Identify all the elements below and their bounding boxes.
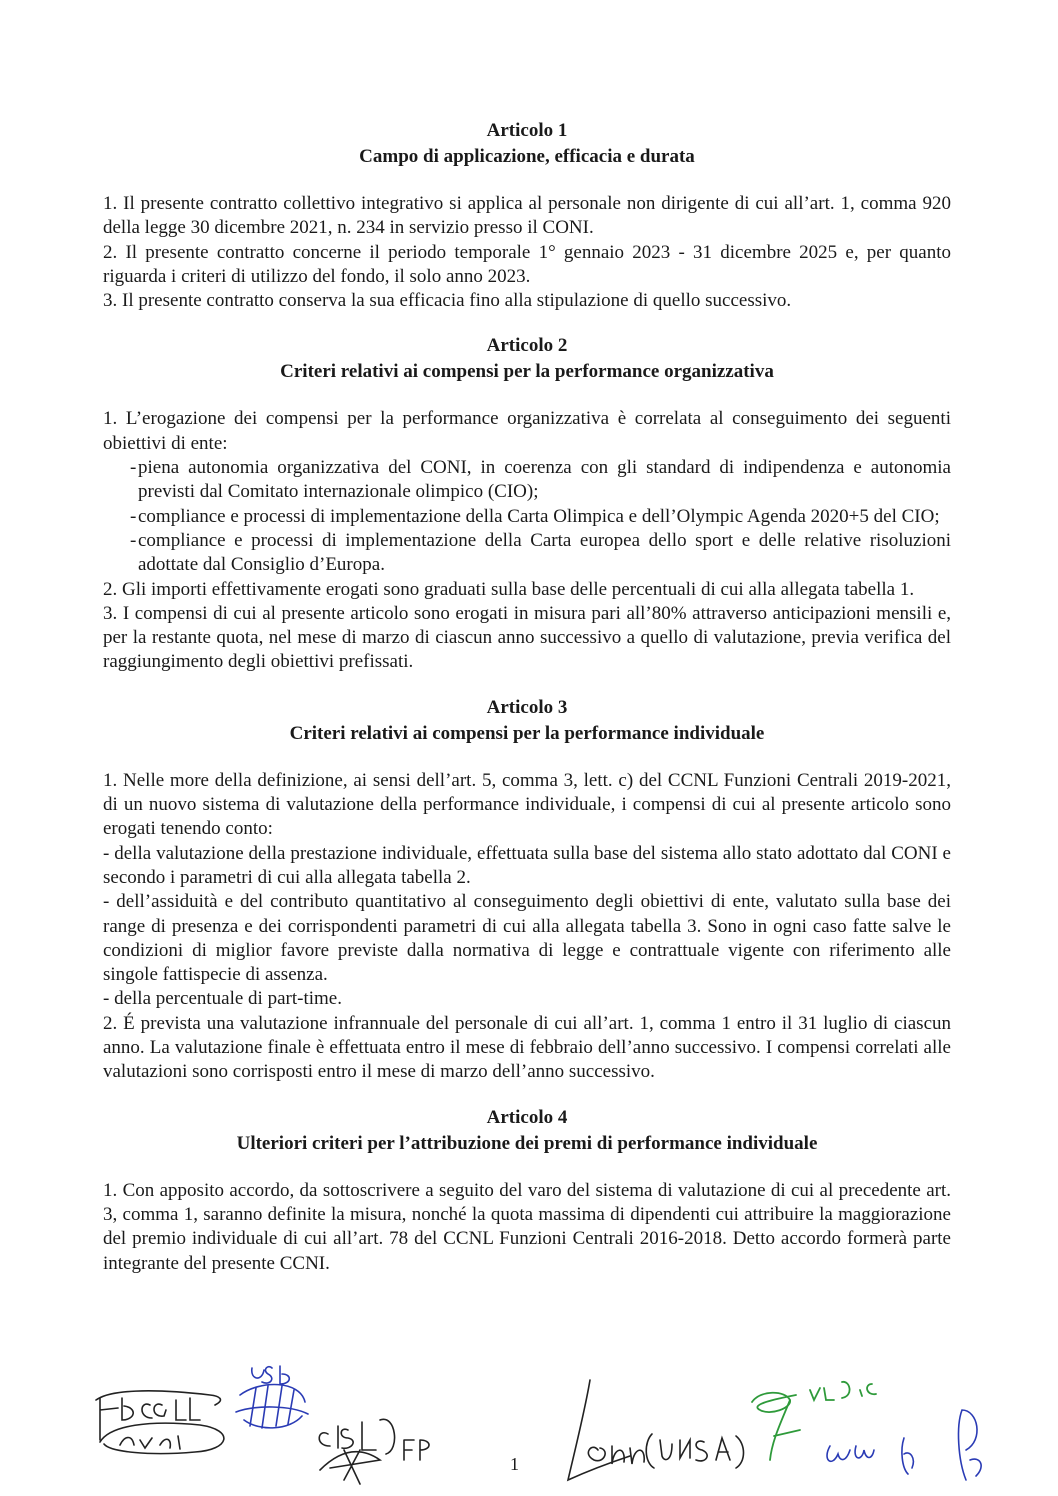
article-3-bullet-3: - della percentuale di part-time.	[103, 988, 342, 1010]
article-3-paragraph-1: 1. Nelle more della definizione, ai sensi dell’art. 5, comma 3, lett. c) del CCNL Funzioni Centrali 2019-2021, di un nuovo sistema di valutazione della performance individuale, i compensi di cui al presente articolo sono erogati tenendo conto:	[103, 769, 951, 840]
list-item: - compliance e processi di implementazione della Carta Olimpica e dell’Olympic Agenda 2020+5 del CIO;	[103, 505, 951, 529]
article-3	[103, 695, 951, 1085]
article-4-paragraph-1: 1. Con apposito accordo, da sottoscrivere a seguito del varo del sistema di valutazione di cui al precedente art. 3, comma 1, saranno definite la misura, nonché la quota massima di dipendenti cui attribuire la maggiorazione del premio individuale di cui all’art. 78 del CCNL Funzioni Centrali 2016-2018. Detto accordo formerà parte integrante del presente CCNI.	[103, 1179, 951, 1274]
article-1-title: Articolo 1	[486, 120, 568, 141]
article-3-title: Articolo 3	[486, 696, 568, 718]
article-3-bullet-1: - della valutazione della prestazione individuale, effettuata sulla base del sistema allo stato adottato dal CONI e secondo i parametri di cui alla allegata tabella 2.	[103, 842, 951, 888]
signature-uil	[752, 1382, 876, 1460]
list-item: - piena autonomia organizzativa del CONI, in coerenza con gli standard di indipendenza e autonomia previsti dal Comitato internazionale olimpico (CIO);	[103, 456, 951, 505]
article-1-paragraph-2: 2. Il presente contratto concerne il periodo temporale 1° gennaio 2023 - 31 dicembre 2025 e, per quanto riguarda i criteri di utilizzo del fondo, il solo anno 2023.	[103, 241, 951, 287]
article-4-subtitle: Ulteriori criteri per l’attribuzione dei premi di performance individuale	[236, 1132, 818, 1154]
article-2	[103, 333, 951, 674]
signature-fp-cgil	[96, 1391, 224, 1454]
article-3-bullet-2: - dell’assiduità e del contributo quantitativo al conseguimento degli obiettivi di ente, valutato sulla base dei range di presenza e dei corrispondenti parametri di cui alla allegata tabella 3. Sono in ogni caso fatte salve le condizioni di miglior favore previste dalla normativa di legge e contrattuale vigente con riferimento alle singole fattispecie di assenza.	[103, 891, 951, 986]
signature-usb	[236, 1366, 308, 1428]
article-1-paragraph-3: 3. Il presente contratto conserva la sua efficacia fino alla stipulazione di quello successivo.	[103, 290, 792, 312]
article-1-subtitle: Campo di applicazione, efficacia e durata	[359, 146, 695, 167]
article-1	[103, 118, 951, 313]
article-2-paragraph-3: 3. I compensi di cui al presente articolo sono erogati in misura pari all’80% attraverso anticipazioni mensili e, per la restante quota, nel mese di marzo di ciascun anno successivo a quello di valutazione, previa verifica del raggiungimento degli obiettivi prefissati.	[103, 602, 951, 673]
signature-unsa	[568, 1380, 744, 1480]
signatures-area	[0, 1350, 1058, 1496]
article-3-paragraph-2: 2. É prevista una valutazione infrannuale del personale di cui all’art. 1, comma 1 entro il 31 luglio di ciascun anno. La valutazione finale è effettuata entro il mese di febbraio dell’anno successivo. I compensi correlati alle valutazioni sono corrisposti entro il mese di marzo dell’anno successivo.	[103, 1012, 951, 1083]
article-4	[103, 1105, 951, 1276]
article-3-subtitle: Criteri relativi ai compensi per la performance individuale	[289, 722, 765, 744]
article-2-paragraph-2: 2. Gli importi effettivamente erogati sono graduati sulla base delle percentuali di cui alla allegata tabella 1.	[103, 578, 915, 600]
article-2-subtitle: Criteri relativi ai compensi per la performance organizzativa	[280, 361, 774, 383]
signature-other	[827, 1410, 981, 1480]
signature-cisl-fp	[319, 1419, 429, 1484]
list-item: - compliance e processi di implementazione della Carta europea dello sport e delle relative risoluzioni adottate dal Consiglio d’Europa.	[103, 529, 951, 578]
article-2-intro: 1. L’erogazione dei compensi per la performance organizzativa è correlata al conseguimento dei seguenti obiettivi di ente:	[103, 408, 951, 454]
article-2-title: Articolo 2	[486, 335, 568, 357]
page-number: 1	[510, 1454, 519, 1474]
document-body	[103, 118, 951, 1296]
article-4-title: Articolo 4	[486, 1106, 568, 1128]
article-1-paragraph-1: 1. Il presente contratto collettivo integrativo si applica al personale non dirigente di cui all’art. 1, comma 920 della legge 30 dicembre 2021, n. 234 in servizio presso il CONI.	[103, 193, 951, 239]
objectives-list	[103, 456, 951, 577]
